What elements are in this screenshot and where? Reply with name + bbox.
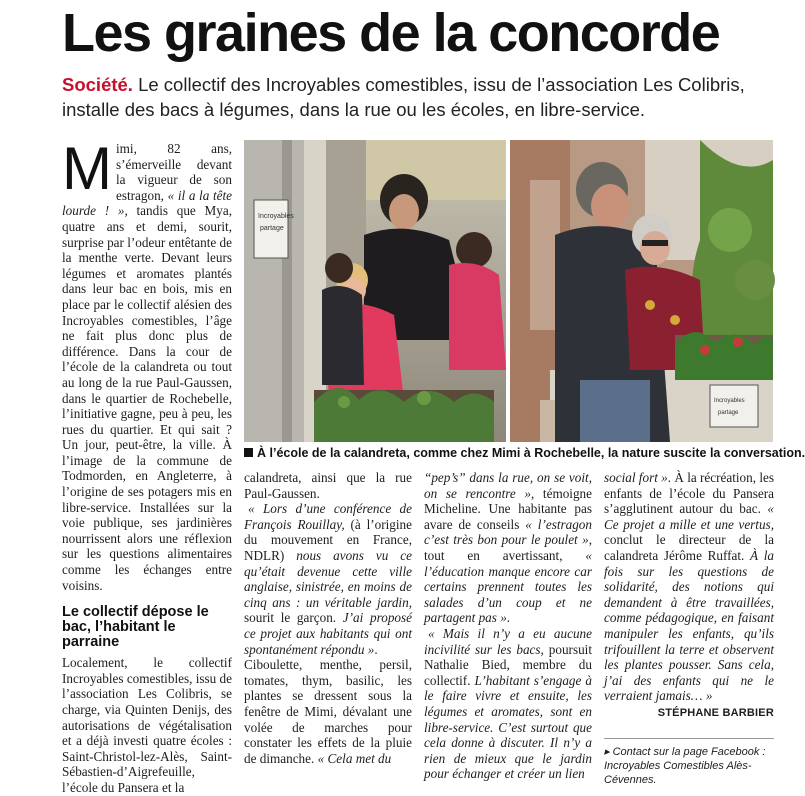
photo-mimi-rochebelle — [510, 140, 773, 442]
micheline-text: , témoigne Micheline. Une habitante pas avare de conseils — [424, 485, 592, 532]
svg-text:partage: partage — [718, 410, 739, 416]
paragraph-localement: Localement, le collectif Incroyables comestibles, issu de l’association Les Colibris, se charge, via Quinten Denijs, des autorisations de végétalisation et a déjà investi quatre écoles : Saint-Christol-lez-Alès, Saint-Sébastien-d’Aigrefeuille, l’école du Pansera et la — [62, 655, 232, 795]
svg-text:partage: partage — [260, 225, 284, 232]
caption-bullet-icon — [244, 448, 253, 457]
period: . — [506, 610, 511, 626]
quote-incivilite: « Mais il n’y a eu aucune incivilité sur les bacs, — [424, 625, 592, 657]
avertissant-text: , tout en avertissant, — [424, 532, 592, 563]
intro-text: imi, 82 ans, s’émerveille devant la vigueur de son estragon, — [115, 141, 232, 203]
article-headline: Les graines de la concorde — [62, 3, 720, 63]
article-lede — [62, 72, 787, 122]
subhead: Le collectif dépose le bac, l’habitant le parraine — [62, 604, 209, 651]
paragraph-intro — [62, 135, 232, 593]
quote-social-fort: social fort » — [604, 470, 668, 485]
quote-projet: J’ai proposé ce projet aux habitants qui ont spontanément répondu » — [244, 610, 412, 657]
author-signature: STÉPHANE BARBIER — [657, 706, 774, 719]
quote-ville-anglaise: nous avons vu ce qu’était devenue cette ville anglaise, sinistrée, en moins de cinq ans : un véritable jardin, — [244, 547, 412, 610]
recreation-text: . À la récréation, les enfants de l’école du Pansera s’agglutinent autour du bac. — [604, 470, 774, 517]
text-column-4 — [604, 470, 774, 787]
text-column-3 — [424, 470, 592, 782]
quote-solidarite: À la fois sur les questions de solidarité, des notions qui demandent à être travaillées, comme pédagogique, en faisant manipuler les enfants, qu’ils trifouillent la terre et observent les plantes pousser. Sans cela, j’ai des enfants qui ne le verraient jamais… » — [604, 547, 774, 704]
paragraph-incivilite — [424, 626, 592, 782]
period: . — [374, 641, 378, 657]
quote-education: « l’éducation manque encore car certains prennent toutes les salades d’un coup et ne partagent pas » — [424, 547, 592, 626]
lede-text: Le collectif des Incroyables comestibles, issu de l’association Les Colibris, installe des bacs à légumes, dans la rue ou les écoles, en libre-service. — [62, 74, 745, 120]
sourit-text: sourit le garçon. — [244, 610, 343, 626]
quote-cela-met: « Cela met du — [317, 750, 392, 766]
photo-caption — [244, 446, 805, 460]
quote-peps: “pep’s” dans la rue, on se voit, on se rencontre » — [424, 470, 592, 501]
quote-mille-vertus: « Ce projet a mille et une vertus, — [604, 501, 774, 532]
paragraph-plantes — [244, 657, 412, 766]
caption-text: À l’école de la calandreta, comme chez Mimi à Rochebelle, la nature suscite la conversation. — [257, 446, 805, 460]
paragraph-conference — [244, 501, 412, 657]
quote-habitant: L’habitant s’engage à le faire vivre et ensuite, les légumes et aromates, sont en libre-service. C’est surtout que cela donne à discuter. Il n’y a rien de mieux que le jardin pour échanger et créer un lien — [424, 672, 592, 782]
intro-text-rest: , tandis que Mya, quatre ans et demi, sourit, surprise par l’odeur entêtante de la menthe verte. Devant leurs légumes et aromates plantés dans leur bac en bois, mis en place par le collectif alésien des Incroyables comestibles, l’âge ne fait plus donc plus de différence. Dans la cour de l’école de la calandreta ou tout au long de la rue Paul-Gaussen, dans le quartier de Rochebelle, l’initiative gagne, peu à peu, les rues du quartier. Et qui sait ? Un jour, peut-être, la ville. À l’image de la commune de Todmorden, en Angleterre, à l’origine de ses potagers mis en libre-service. Installées sur la voie publique, ses jardinières nourrissent alors une réflexion sur les questions alimentaires comme les échanges entre voisins. — [62, 203, 232, 593]
contact-note — [604, 738, 774, 787]
lede-kicker: Société. — [62, 74, 133, 95]
arrow-icon: ▸ — [604, 745, 613, 758]
text-column-1 — [62, 135, 232, 796]
quote-estragon: « il a la tête lourde ! » — [62, 187, 232, 219]
photo-calandreta-children — [244, 140, 506, 442]
text-column-2 — [244, 470, 412, 766]
dropcap: M — [62, 135, 112, 202]
ndlr-note: (à l’origine du mouvement en France, NDLR) — [244, 516, 413, 563]
paragraph-recreation — [604, 470, 774, 704]
svg-text:Incroyables: Incroyables — [714, 398, 745, 404]
directeur-text: conclut le directeur de la calandreta Jérôme Ruffat. — [604, 532, 774, 563]
nathalie-text: poursuit Nathalie Bied, membre du collectif. — [424, 641, 592, 688]
contact-text: Contact sur la page Facebook : Incroyables Comestibles Alès-Cévennes. — [604, 745, 766, 786]
svg-text:Incroyables: Incroyables — [258, 213, 294, 220]
paragraph-calandreta: calandreta, ainsi que la rue Paul-Gaussen. — [244, 470, 412, 501]
quote-conference: « Lors d’une conférence de François Rouillay, — [244, 501, 412, 532]
plantes-text: Ciboulette, menthe, persil, tomates, thym, basilic, les plantes se dressent sous la fenêtre de Mimi, dévalant une volée de marches pour constater les effets de la pluie de dimanche. — [244, 657, 412, 766]
quote-poulet: « l’estragon c’est très bon pour le poulet » — [424, 516, 592, 548]
paragraph-micheline — [424, 470, 592, 626]
